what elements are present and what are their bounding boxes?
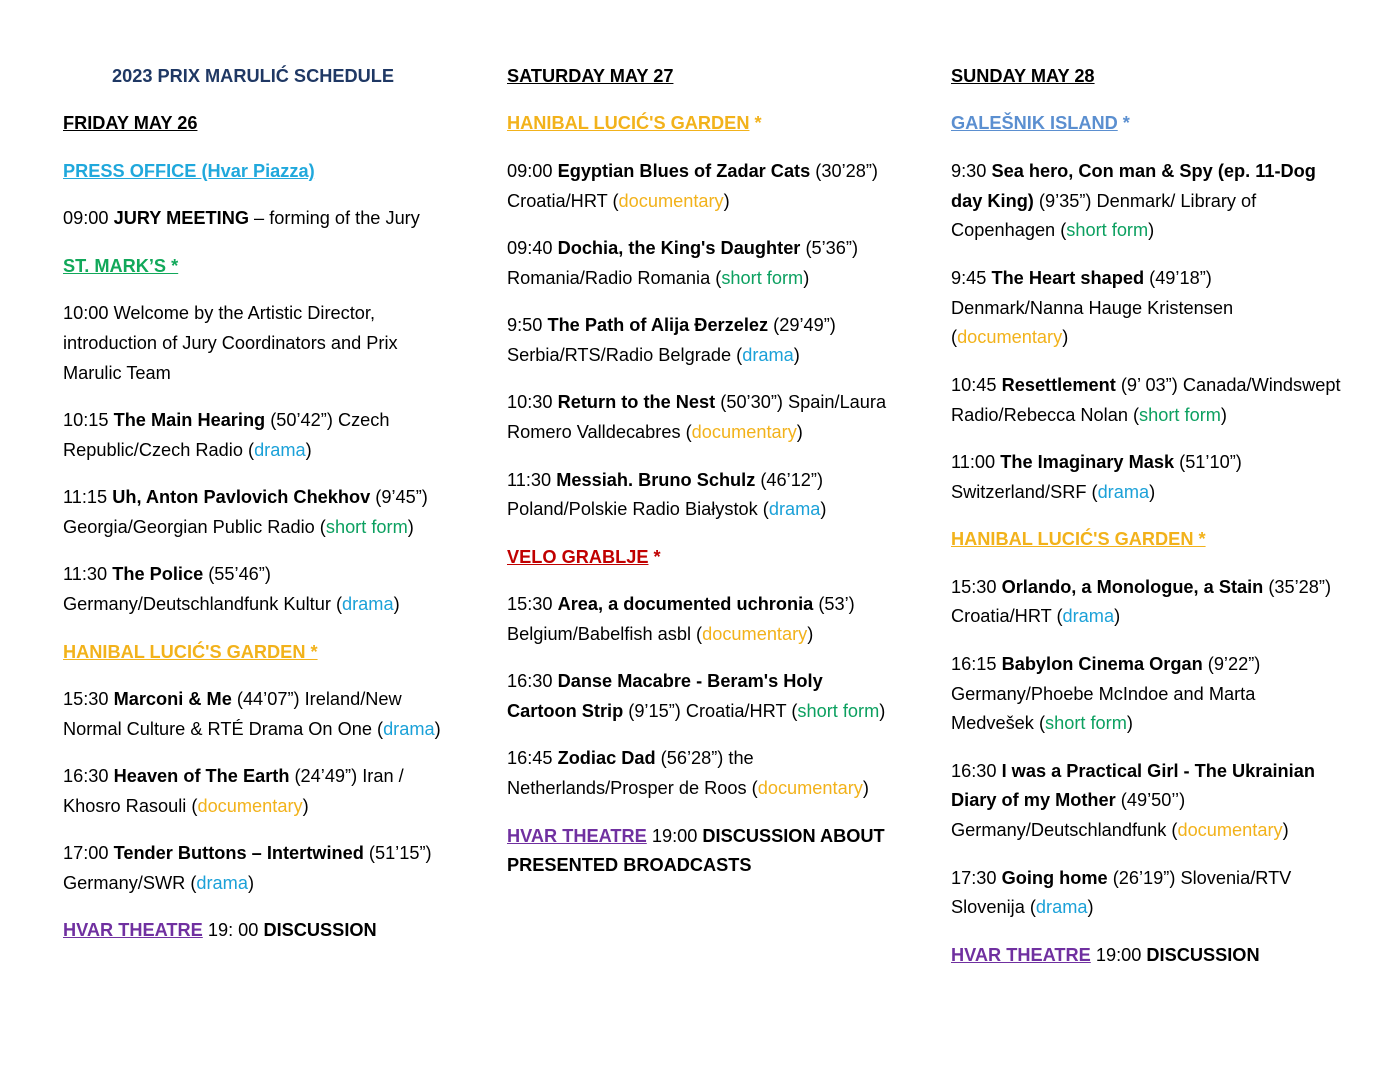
entry-title: The Path of Alija Đerzelez (547, 315, 769, 336)
schedule-entry (63, 762, 453, 822)
entry-info: (49’18”) Denmark/Nanna Hauge Kristensen ( (951, 267, 1234, 348)
entry-time: 19:00 (1090, 944, 1147, 965)
schedule-entry (507, 590, 897, 650)
schedule-list-sunday-morning (951, 157, 1341, 508)
entry-close: ) (862, 778, 869, 799)
entry-close: ) (407, 516, 414, 537)
entry-genre: drama (1062, 606, 1115, 627)
entry-info: (9’15”) Croatia/HRT ( (623, 701, 798, 722)
entry-title: The Heart shaped (991, 267, 1145, 288)
schedule-entry (951, 864, 1341, 924)
entry-close: ) (1126, 713, 1133, 734)
entry-time: 9:50 (507, 315, 548, 336)
schedule-entry (507, 157, 897, 217)
venue-hanibal-garden (951, 525, 1341, 555)
venue-galesnik-island (951, 109, 1341, 139)
entry-genre: short form (1139, 404, 1221, 425)
schedule-entry (507, 466, 897, 526)
sunday-column (951, 62, 1341, 988)
entry-time: 10:30 (507, 392, 558, 413)
schedule-entry (951, 371, 1341, 431)
entry-title: Resettlement (1001, 374, 1116, 395)
schedule-entry (507, 388, 897, 448)
entry-close: ) (305, 439, 312, 460)
entry-time: 09:40 (507, 237, 558, 258)
entry-title: DISCUSSION ABOUT PRESENTED BROADCASTS (507, 825, 885, 876)
document-title: 2023 PRIX MARULIĆ SCHEDULE (112, 66, 394, 86)
entry-genre: drama (742, 344, 794, 365)
schedule-entry (507, 234, 897, 294)
schedule-entry (951, 264, 1341, 353)
entry-title: I was a Practical Girl - The Ukrainian Diary of my Mother (951, 760, 1315, 811)
entry-close: ) (723, 190, 730, 211)
entry-time: 10:15 (63, 409, 114, 430)
entry-info: (29’49”) Serbia/RTS/Radio Belgrade ( (507, 315, 836, 365)
entry-close: ) (1114, 606, 1121, 627)
day-header-friday: FRIDAY MAY 26 (63, 113, 198, 134)
entry-time: 17:30 (951, 867, 1002, 888)
entry-time: 15:30 (63, 688, 114, 709)
entry-title: Dochia, the King's Daughter (557, 237, 801, 258)
entry-close: ) (820, 499, 827, 520)
entry-genre: documentary (691, 422, 797, 443)
entry-close: ) (247, 873, 255, 894)
entry-time: 9:30 (951, 160, 992, 181)
day-header-sunday: SUNDAY MAY 28 (951, 66, 1095, 86)
venue-label: ST. MARK’S * (63, 255, 179, 276)
entry-title: Zodiac Dad (557, 748, 656, 769)
entry-title: Return to the Nest (557, 392, 716, 413)
entry-time: 15:30 (951, 576, 1002, 597)
entry-time: 19: 00 (202, 920, 264, 941)
entry-info: (26’19”) Slovenia/RTV Slovenija ( (951, 867, 1292, 918)
schedule-entry (63, 839, 453, 899)
entry-info: (30’28”) Croatia/HRT ( (507, 160, 878, 211)
friday-column (63, 62, 453, 964)
entry-title: Orlando, a Monologue, a Stain (1001, 576, 1264, 597)
schedule-list-sunday-afternoon (951, 573, 1341, 924)
entry-genre: short form (1045, 713, 1127, 734)
saturday-column (507, 62, 897, 899)
entry-genre: drama (1097, 481, 1150, 502)
entry-close: ) (434, 718, 441, 739)
entry-time: 15:30 (507, 594, 558, 615)
entry-info: (35’28”) Croatia/HRT ( (951, 576, 1332, 627)
entry-title: Going home (1001, 867, 1108, 888)
entry-genre: drama (1035, 897, 1088, 918)
entry-title: Tender Buttons – Intertwined (113, 843, 364, 864)
entry-info: (44’07”) Ireland/New Normal Culture & RTÉ Drama On One ( (63, 688, 402, 739)
schedule-entry (63, 483, 453, 543)
entry-time: 10:45 (951, 374, 1002, 395)
entry-info: (5’36”) Romania/Radio Romania ( (507, 237, 858, 288)
schedule-list-friday-morning (63, 406, 453, 620)
venue-label: GALEŠNIK ISLAND (951, 113, 1118, 134)
schedule-list-friday-afternoon (63, 685, 453, 899)
venue-label: VELO GRABLJE (507, 546, 649, 567)
schedule-entry (951, 157, 1341, 246)
entry-close: ) (879, 701, 886, 722)
entry-close: ) (1220, 404, 1227, 425)
entry-genre: drama (342, 594, 394, 615)
hvar-theatre-entry (507, 822, 897, 882)
entry-info: (9’35”) Denmark/ Library of Copenhagen ( (951, 190, 1257, 241)
entry-title: The Police (112, 564, 204, 585)
entry-genre: short form (325, 516, 408, 537)
entry-title: Egyptian Blues of Zadar Cats (557, 160, 811, 181)
venue-label: HANIBAL LUCIĆ'S GARDEN * (951, 529, 1206, 550)
entry-title: Sea hero, Con man & Spy (ep. 11-Dog day King) (951, 160, 1316, 211)
entry-info: (55’46”) Germany/Deutschlandfunk Kultur ( (63, 564, 343, 615)
entry-genre: drama (254, 439, 306, 460)
entry-close: ) (1062, 327, 1069, 348)
schedule-entry (63, 685, 453, 745)
entry-title: The Main Hearing (113, 409, 266, 430)
entry-title: Marconi & Me (113, 688, 232, 709)
entry-time: 16:30 (951, 760, 1002, 781)
schedule-entry (507, 311, 897, 371)
schedule-entry (507, 667, 897, 727)
entry-genre: drama (383, 718, 435, 739)
venue-hvar-theatre: HVAR THEATRE (951, 944, 1091, 965)
venue-hanibal-garden (507, 109, 897, 139)
venue-star: * (648, 546, 661, 567)
entry-title: The Imaginary Mask (1000, 451, 1175, 472)
venue-label: HANIBAL LUCIĆ'S GARDEN * (63, 641, 318, 662)
entry-title: DISCUSSION (1146, 944, 1260, 965)
entry-title: Babylon Cinema Organ (1001, 653, 1203, 674)
entry-close: ) (393, 594, 400, 615)
entry-info: (24’49”) Iran / Khosro Rasouli ( (63, 766, 404, 816)
schedule-entry (951, 650, 1341, 739)
entry-genre: documentary (1177, 820, 1283, 841)
schedule-entry (951, 573, 1341, 633)
schedule-entry (951, 448, 1341, 508)
schedule-entry (63, 560, 453, 620)
entry-time: 11:00 (951, 451, 1001, 472)
entry-time: 11:30 (63, 564, 113, 585)
entry-genre: documentary (618, 190, 724, 211)
hvar-theatre-entry (63, 916, 453, 946)
entry-time: 16:45 (507, 748, 558, 769)
entry-time: 11:15 (63, 487, 113, 508)
hvar-theatre-entry (951, 941, 1341, 971)
entry-time: 9:45 (951, 267, 992, 288)
entry-genre: documentary (757, 778, 863, 799)
entry-time: 16:30 (507, 671, 558, 692)
entry-title: Danse Macabre - Beram's Holy Cartoon Strip (507, 671, 823, 722)
entry-info: (49’50’’) Germany/Deutschlandfunk ( (951, 790, 1186, 841)
entry-info: (53’) Belgium/Babelfish asbl ( (507, 594, 855, 644)
entry-info: (50’42”) Czech Republic/Czech Radio ( (63, 409, 390, 460)
entry-close: ) (302, 795, 309, 816)
schedule-entry (507, 744, 897, 804)
entry-info: (51’15”) Germany/SWR ( (63, 843, 432, 894)
entry-close: ) (1282, 820, 1289, 841)
entry-genre: short form (1066, 220, 1149, 241)
entry-title: Messiah. Bruno Schulz (556, 469, 756, 490)
entry-info: (9’45”) Georgia/Georgian Public Radio ( (63, 487, 428, 537)
entry-close: ) (807, 623, 814, 644)
venue-velo-grablje (507, 543, 897, 573)
schedule-entry (63, 406, 453, 466)
entry-close: ) (793, 344, 800, 365)
entry-info: (56’28”) the Netherlands/Prosper de Roos ( (507, 748, 758, 799)
entry-genre: drama (196, 873, 248, 894)
venue-press-office (63, 157, 453, 187)
venue-label: HANIBAL LUCIĆ'S GARDEN (507, 113, 750, 134)
welcome-entry: 10:00 Welcome by the Artistic Director, introduction of Jury Coordinators and Prix Marulic Team (63, 302, 398, 383)
entry-title: Uh, Anton Pavlovich Chekhov (112, 487, 371, 508)
entry-close: ) (803, 267, 810, 288)
entry-info: (9’ 03”) Canada/Windswept Radio/Rebecca Nolan ( (951, 374, 1341, 425)
entry-genre: documentary (702, 623, 808, 644)
schedule-entry (951, 757, 1341, 846)
entry-title: Area, a documented uchronia (557, 594, 814, 615)
entry-info: (9’22”) Germany/Phoebe McIndoe and Marta Medvešek ( (951, 653, 1261, 734)
venue-hvar-theatre: HVAR THEATRE (507, 825, 647, 846)
venue-star: * (1117, 113, 1130, 134)
entry-title: JURY MEETING (113, 208, 249, 229)
venue-hvar-theatre: HVAR THEATRE (63, 920, 203, 941)
schedule-list-saturday-afternoon (507, 590, 897, 804)
jury-meeting-entry (63, 204, 453, 234)
venue-star: * (749, 113, 762, 134)
entry-time: 17:00 (63, 843, 114, 864)
entry-info: – forming of the Jury (249, 208, 420, 229)
entry-close: ) (1148, 220, 1155, 241)
entry-time: 19:00 (646, 825, 703, 846)
entry-info: (51’10”) Switzerland/SRF ( (951, 451, 1242, 502)
entry-time: 16:30 (63, 766, 114, 787)
entry-time: 16:15 (951, 653, 1002, 674)
entry-genre: drama (768, 499, 821, 520)
venue-st-marks (63, 252, 453, 282)
venue-label: PRESS OFFICE (Hvar Piazza) (63, 160, 315, 181)
entry-time: 09:00 (63, 208, 114, 229)
schedule-list-saturday-morning (507, 157, 897, 525)
entry-close: ) (1087, 897, 1094, 918)
entry-title: DISCUSSION (263, 920, 377, 941)
entry-time: 09:00 (507, 160, 558, 181)
entry-genre: short form (797, 701, 880, 722)
entry-time: 11:30 (507, 469, 557, 490)
entry-close: ) (796, 422, 803, 443)
day-header-saturday: SATURDAY MAY 27 (507, 66, 674, 86)
entry-genre: short form (721, 267, 804, 288)
entry-close: ) (1149, 481, 1156, 502)
entry-info: (50’30”) Spain/Laura Romero Valldecabres ( (507, 392, 887, 443)
entry-info: (46’12”) Poland/Polskie Radio Białystok ( (507, 469, 824, 520)
entry-genre: documentary (957, 327, 1063, 348)
venue-hanibal-garden (63, 638, 453, 668)
entry-title: Heaven of The Earth (113, 766, 290, 787)
entry-genre: documentary (197, 795, 303, 816)
